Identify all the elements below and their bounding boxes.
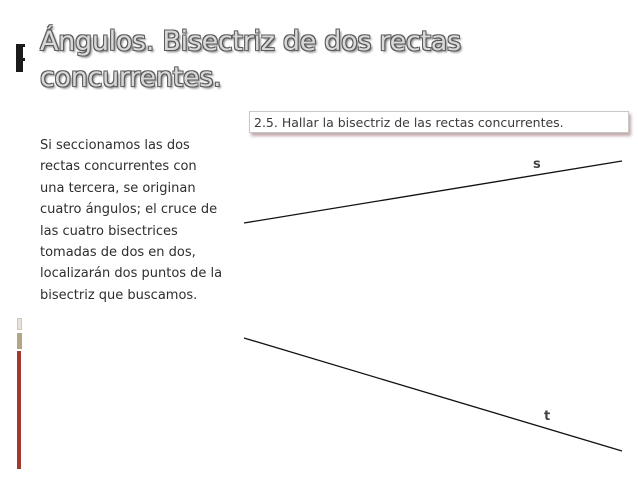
side-accent-light	[17, 318, 22, 330]
body-paragraph: Si seccionamos las dos rectas concurrentes con una tercera, se originan cuatro ángulos; el cruce de las cuatro bisectrices tomadas de dos en dos, localizarán dos puntos de la bisectriz que buscamos.	[40, 138, 223, 303]
line-t-label: t	[544, 409, 551, 424]
side-accent-tan	[17, 333, 22, 349]
figure-caption: 2.5. Hallar la bisectriz de las rectas concurrentes.	[249, 111, 629, 133]
line-s	[244, 161, 622, 223]
slide-title-line2: concurrentes.	[40, 62, 222, 93]
slide-title-line1: Ángulos. Bisectriz de dos rectas	[40, 26, 461, 57]
line-s-label: s	[533, 157, 541, 172]
side-accent-red	[17, 351, 21, 469]
line-t	[244, 338, 622, 451]
